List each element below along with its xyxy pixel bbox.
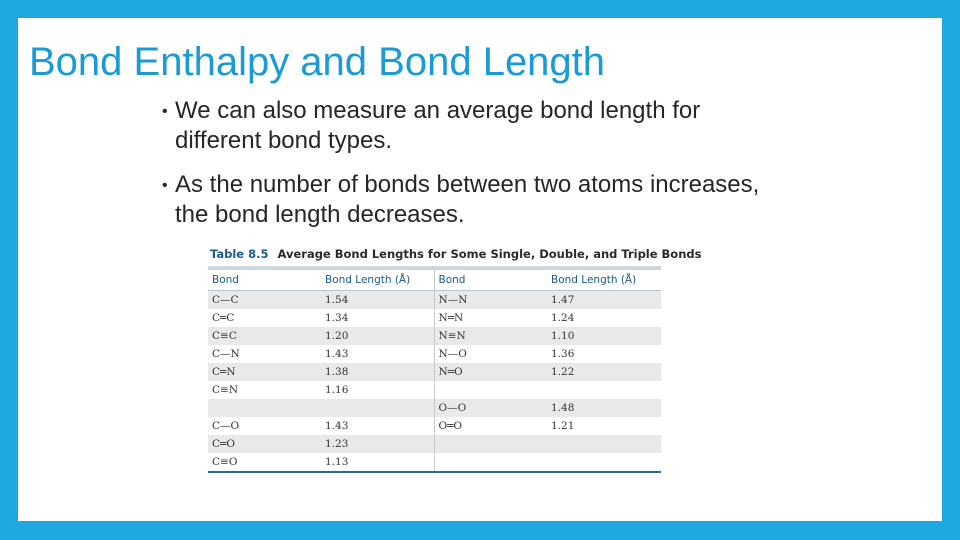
table-header-row [208,270,661,291]
bond-length-cell: 1.22 [547,363,661,381]
bond-length-table [208,242,702,473]
table-title: Average Bond Lengths for Some Single, Double, and Triple Bonds [277,247,702,261]
table-body [208,291,661,472]
column-header: Bond [208,270,321,291]
bond-cell: C—C [208,291,321,310]
bond-length-cell: 1.23 [321,435,434,453]
bullet-item [162,170,782,230]
bond-length-cell: 1.43 [321,345,434,363]
bond-length-cell: 1.16 [321,381,434,399]
bond-cell: C═C [208,309,321,327]
table-row [208,435,661,453]
table-row [208,309,661,327]
bond-length-cell: 1.10 [547,327,661,345]
table-row [208,381,661,399]
bullet-icon: • [162,103,168,120]
bond-cell: O—O [434,399,547,417]
table-bottom-rule [208,471,661,473]
bond-length-cell: 1.47 [547,291,661,310]
bond-length-cell: 1.24 [547,309,661,327]
bullet-list [162,96,782,244]
bond-cell [434,381,547,399]
table-caption [208,242,702,267]
bond-length-cell [321,399,434,417]
bullet-text: We can also measure an average bond length for different bond types. [175,97,701,154]
table-row [208,363,661,381]
table-row [208,453,661,471]
bond-cell: C≡N [208,381,321,399]
column-header: Bond Length (Å) [321,270,434,291]
bond-cell: N≡N [434,327,547,345]
bond-length-cell: 1.43 [321,417,434,435]
bond-cell: C═N [208,363,321,381]
bond-length-cell: 1.36 [547,345,661,363]
column-header: Bond [434,270,547,291]
table-row [208,327,661,345]
bond-cell [434,453,547,471]
table-row [208,417,661,435]
bond-length-cell: 1.13 [321,453,434,471]
bond-cell: N═O [434,363,547,381]
bond-length-cell [547,435,661,453]
slide-title: Bond Enthalpy and Bond Length [29,40,606,84]
bullet-icon: • [162,177,168,194]
bullet-text: As the number of bonds between two atoms increases, the bond length decreases. [175,171,760,228]
bond-length-cell [547,381,661,399]
table-row [208,345,661,363]
bond-length-cell: 1.20 [321,327,434,345]
bond-cell: O═O [434,417,547,435]
bond-cell: C≡O [208,453,321,471]
column-header: Bond Length (Å) [547,270,661,291]
bond-length-cell: 1.54 [321,291,434,310]
bond-cell: C═O [208,435,321,453]
bond-cell: N—O [434,345,547,363]
table-number: Table 8.5 [210,247,269,261]
bond-cell: C≡C [208,327,321,345]
bond-length-cell: 1.38 [321,363,434,381]
bond-length-cell: 1.21 [547,417,661,435]
table-grid [208,270,661,471]
bond-length-cell [547,453,661,471]
bond-length-cell: 1.34 [321,309,434,327]
bond-cell: N—N [434,291,547,310]
bullet-item [162,96,782,156]
bond-length-cell: 1.48 [547,399,661,417]
bond-cell [208,399,321,417]
table-row [208,399,661,417]
table-row [208,291,661,310]
bond-cell: C—O [208,417,321,435]
bond-cell [434,435,547,453]
bond-cell: N═N [434,309,547,327]
bond-cell: C—N [208,345,321,363]
